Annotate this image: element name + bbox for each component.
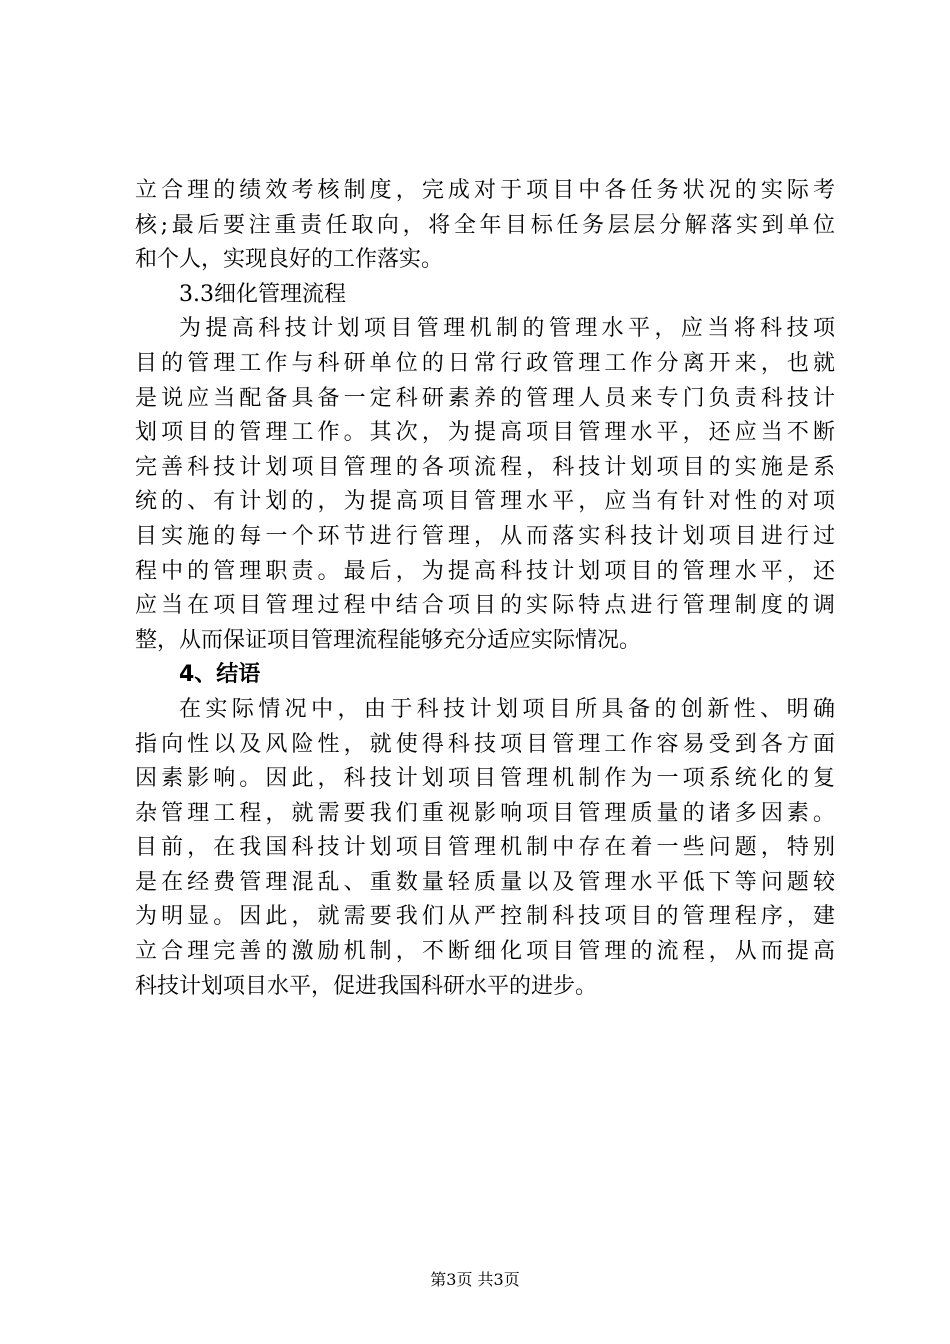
- body-line: 应当在项目管理过程中结合项目的实际特点进行管理制度的调: [135, 593, 835, 619]
- body-line: 统的、有计划的，为提高项目管理水平，应当有针对性的对项: [135, 489, 835, 515]
- body-line: 是在经费管理混乱、重数量轻质量以及管理水平低下等问题较: [135, 869, 835, 895]
- page-number-label: 第3页 共3页: [430, 1270, 520, 1289]
- body-line: 指向性以及风险性，就使得科技项目管理工作容易受到各方面: [135, 731, 835, 757]
- body-line: 立合理的绩效考核制度，完成对于项目中各任务状况的实际考: [135, 178, 835, 203]
- page-footer: [0, 1270, 950, 1290]
- body-line: 划项目的管理工作。其次，为提高项目管理水平，还应当不断: [135, 420, 835, 446]
- body-line: 为提高科技计划项目管理机制的管理水平，应当将科技项: [179, 316, 835, 342]
- body-line: 目的管理工作与科研单位的日常行政管理工作分离开来，也就: [135, 350, 835, 376]
- body-line: 整，从而保证项目管理流程能够充分适应实际情况。: [135, 627, 642, 653]
- body-line: 是说应当配备具备一定科研素养的管理人员来专门负责科技计: [135, 385, 835, 411]
- body-line: 杂管理工程，就需要我们重视影响项目管理质量的诸多因素。: [135, 800, 835, 826]
- body-line: 核;最后要注重责任取向，将全年目标任务层层分解落实到单位: [135, 212, 835, 238]
- body-line: 完善科技计划项目管理的各项流程，科技计划项目的实施是系: [135, 454, 835, 480]
- section-heading: 3.3细化管理流程: [179, 281, 346, 307]
- body-line: 程中的管理职责。最后，为提高科技计划项目的管理水平，还: [135, 558, 835, 584]
- body-line: 和个人，实现良好的工作落实。: [135, 247, 444, 273]
- body-line: 目前，在我国科技计划项目管理机制中存在着一些问题，特别: [135, 835, 835, 861]
- document-body: [135, 174, 835, 1004]
- body-line: 在实际情况中，由于科技计划项目所具备的创新性、明确: [179, 696, 835, 722]
- body-line: 因素影响。因此，科技计划项目管理机制作为一项系统化的复: [135, 766, 835, 792]
- body-line: 目实施的每一个环节进行管理，从而落实科技计划项目进行过: [135, 523, 835, 549]
- section-heading-conclusion: 4、结语: [179, 662, 261, 688]
- body-line: 为明显。因此，就需要我们从严控制科技项目的管理程序，建: [135, 904, 835, 930]
- body-line: 立合理完善的激励机制，不断细化项目管理的流程，从而提高: [135, 939, 835, 965]
- body-line: 科技计划项目水平，促进我国科研水平的进步。: [135, 973, 598, 999]
